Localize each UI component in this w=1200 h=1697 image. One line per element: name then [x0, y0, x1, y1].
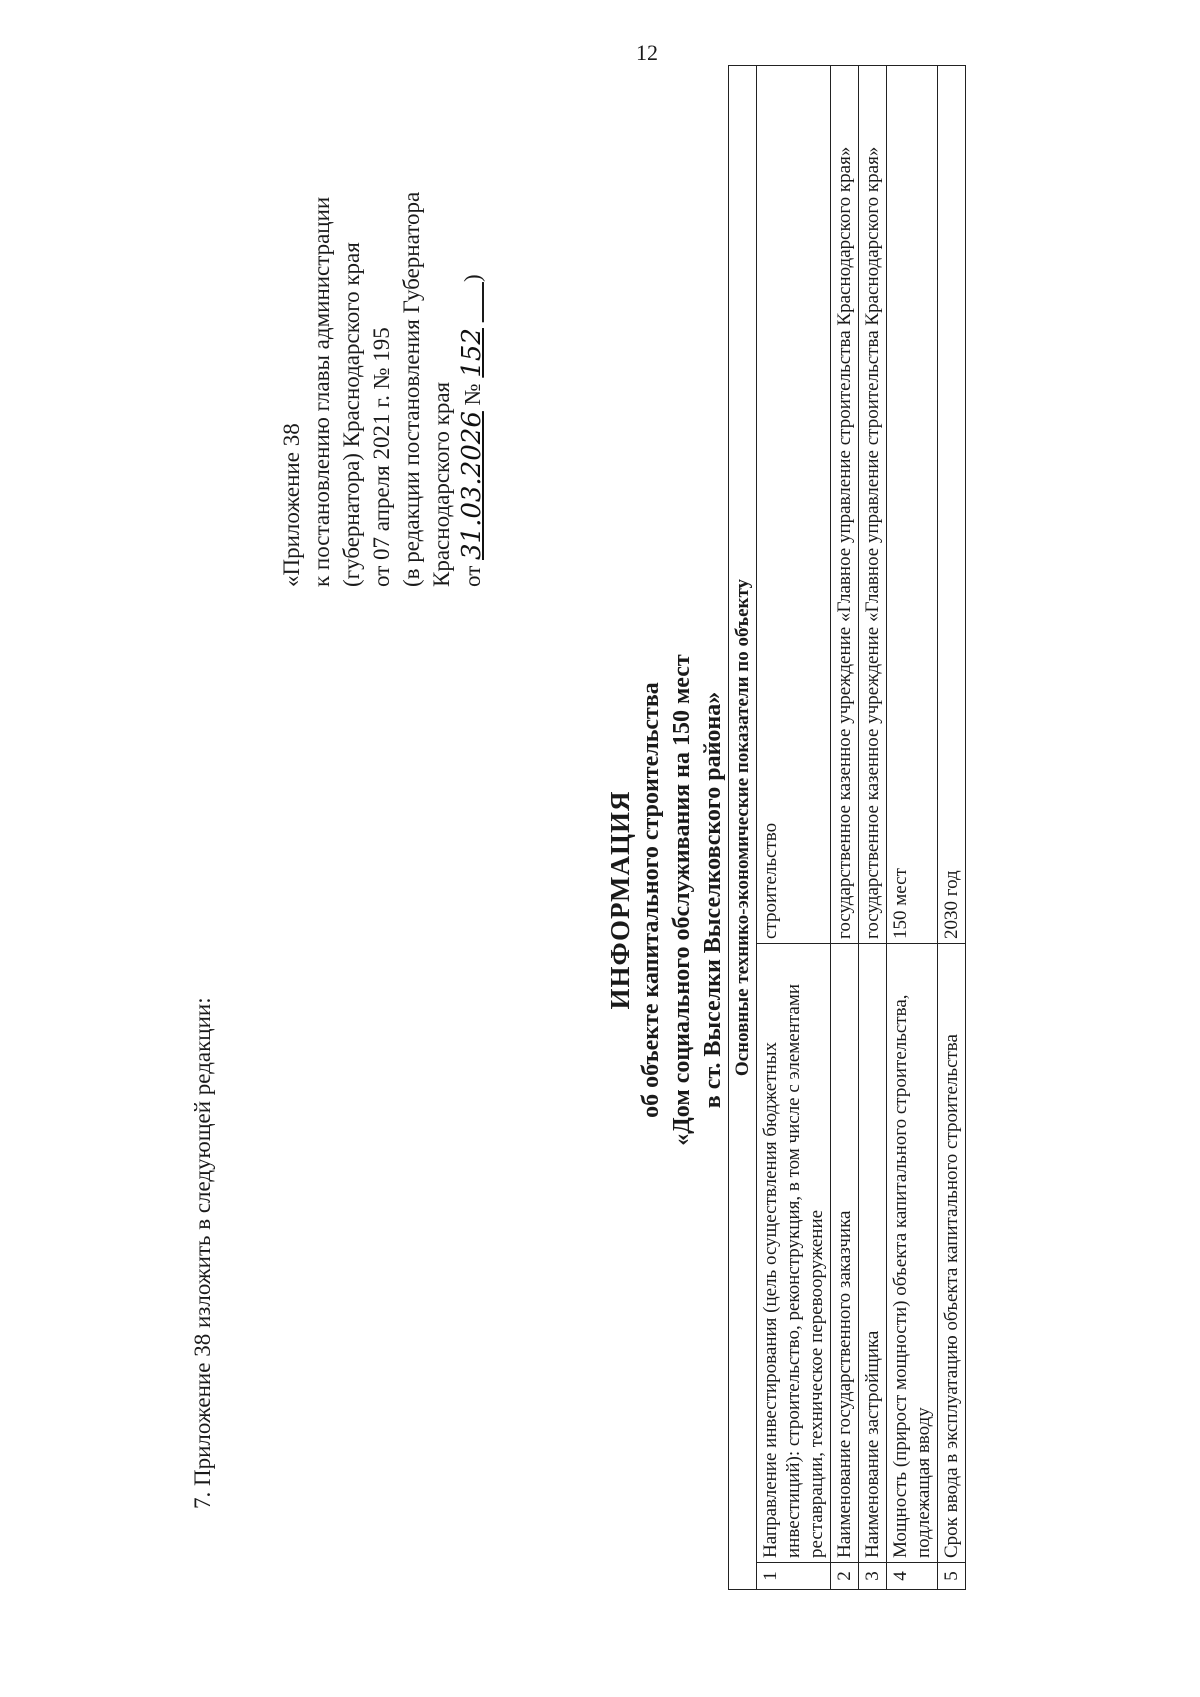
- row-value: 150 мест: [887, 66, 938, 944]
- row-indicator: Срок ввода в эксплуатацию объекта капитального строительства: [938, 944, 966, 1563]
- table-row: [831, 66, 859, 1590]
- appendix-line: (в редакции постановления Губернатора: [399, 191, 424, 587]
- table-header-row: [729, 66, 757, 1590]
- row-number: 2: [831, 1563, 859, 1590]
- title-main: ИНФОРМАЦИЯ: [605, 790, 635, 1010]
- intro-line: 7. Приложение 38 изложить в следующей редакции:: [190, 997, 215, 1509]
- appendix-reference: [277, 192, 488, 587]
- appendix-line: к постановлению главы администрации: [309, 196, 334, 587]
- row-value: государственное казенное учреждение «Главное управление строительства Краснодарского края»: [859, 66, 887, 944]
- row-number: 4: [887, 1563, 938, 1590]
- title-subtitle: об объекте капитального строительства: [638, 682, 664, 1118]
- handwritten-date: 31.03.2026: [457, 411, 487, 560]
- table-row: [938, 66, 966, 1590]
- appendix-line: от 07 апреля 2021 г. № 195: [369, 327, 394, 587]
- appendix-date-line: [457, 192, 488, 587]
- table-header: Основные технико-экономические показатели по объекту: [729, 66, 757, 1590]
- row-value: 2030 год: [938, 66, 966, 944]
- row-indicator: Наименование застройщика: [859, 944, 887, 1563]
- table-row: [757, 66, 831, 1590]
- closing-paren: ): [460, 274, 485, 283]
- row-value: строительство: [757, 66, 831, 944]
- row-number: 5: [938, 1563, 966, 1590]
- page-number: 12: [636, 40, 658, 65]
- rotated-content: [190, 50, 1200, 1630]
- table-row: [859, 66, 887, 1590]
- appendix-line: (губернатора) Краснодарского края: [339, 242, 364, 587]
- table-row: [887, 66, 938, 1590]
- title-subtitle: в ст. Выселки Выселковского района»: [700, 691, 726, 1109]
- indicators-table: [728, 65, 966, 1590]
- appendix-line: «Приложение 38: [279, 423, 304, 587]
- number-label: №: [460, 383, 485, 406]
- row-indicator: Наименование государственного заказчика: [831, 944, 859, 1563]
- row-indicator: Мощность (прирост мощности) объекта капитального строительства, подлежащая вводу: [887, 944, 938, 1563]
- handwritten-number: 152: [457, 328, 487, 378]
- from-label: от: [460, 565, 485, 587]
- document-title: [605, 470, 729, 1330]
- row-value: государственное казенное учреждение «Главное управление строительства Краснодарского края»: [831, 66, 859, 944]
- row-indicator: Направление инвестирования (цель осуществления бюджетных инвестиций): строительство, реконструкция, в том числе с элементами реставрации, техническое перевооружение: [757, 944, 831, 1563]
- row-number: 3: [859, 1563, 887, 1590]
- row-number: 1: [757, 1563, 831, 1590]
- appendix-line: Краснодарского края: [429, 381, 454, 587]
- title-subtitle: «Дом социального обслуживания на 150 мест: [669, 654, 695, 1146]
